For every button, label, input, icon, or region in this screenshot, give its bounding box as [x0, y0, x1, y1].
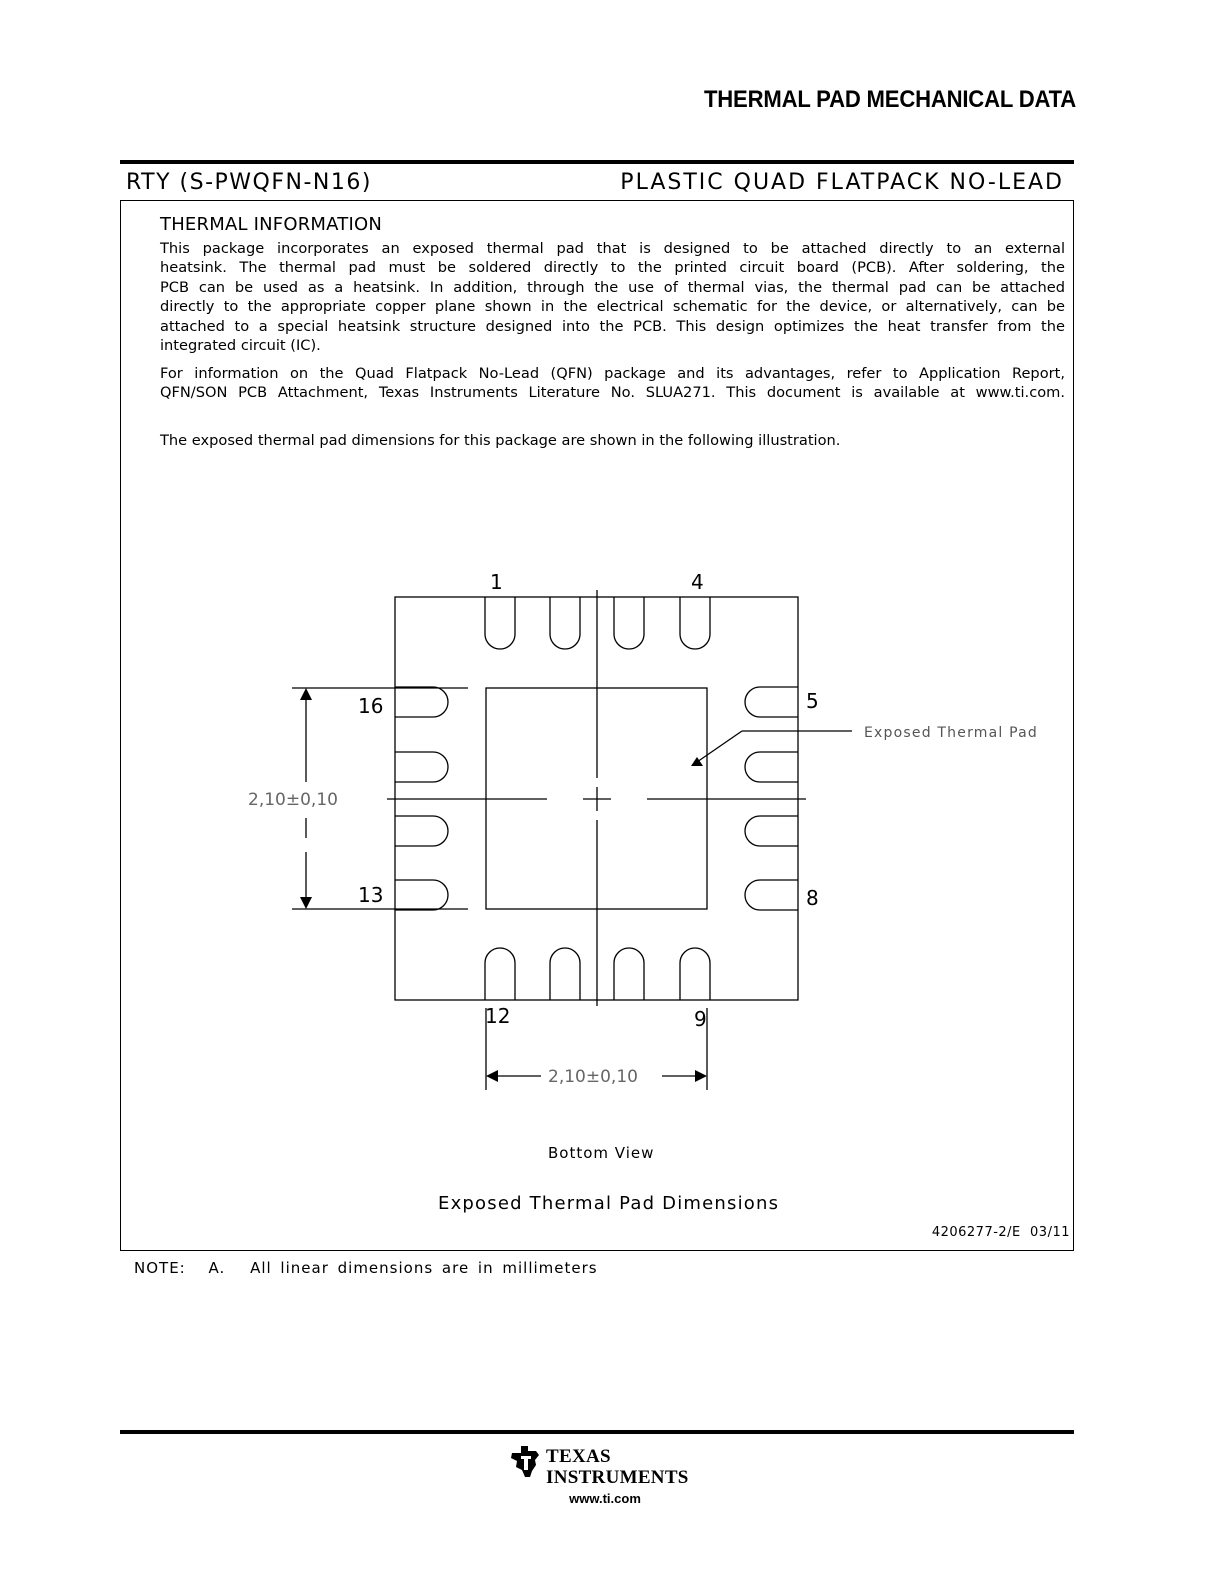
page-title: THERMAL PAD MECHANICAL DATA	[703, 86, 1076, 113]
paragraph-line: QFN/SON PCB Attachment, Texas Instruments Literature No. SLUA271. This document is available at www.ti.com.	[160, 384, 1065, 402]
paragraph-line: heatsink. The thermal pad must be soldered directly to the printed circuit board (PCB). After soldering, the	[160, 259, 1065, 277]
note-item: A.	[208, 1259, 226, 1277]
paragraph-line: PCB can be used as a heatsink. In addition, through the use of thermal vias, the thermal pad can be attached	[160, 278, 1065, 296]
paragraph-line: integrated circuit (IC).	[160, 337, 321, 355]
ti-logo-icon	[508, 1443, 544, 1479]
dimension-arrow	[486, 1070, 498, 1082]
pin-label-12: 12	[485, 1004, 511, 1028]
figure-caption: Exposed Thermal Pad Dimensions	[438, 1193, 780, 1214]
pin-label-16: 16	[358, 694, 384, 718]
pin-label-13: 13	[358, 883, 384, 907]
dimension-arrow	[695, 1070, 707, 1082]
pin-label-4: 4	[691, 570, 704, 594]
paragraph-line: For information on the Quad Flatpack No-Lead (QFN) package and its advantages, refer to Application Report,	[160, 365, 1065, 382]
company-name-line-2: INSTRUMENTS	[546, 1467, 689, 1488]
centerlines	[387, 590, 806, 1006]
note	[134, 1259, 598, 1277]
pin-label-9: 9	[694, 1007, 707, 1031]
package-type: PLASTIC QUAD FLATPACK NO-LEAD	[620, 170, 1064, 195]
document-id: 4206277-2/E 03/11	[931, 1225, 1070, 1240]
callout-leader	[697, 731, 742, 762]
company-name-line-1: TEXAS	[546, 1446, 611, 1467]
package-code: RTY (S-PWQFN-N16)	[126, 170, 372, 195]
bottom-rule	[120, 1430, 1074, 1434]
pin-label-1: 1	[490, 570, 503, 594]
paragraph-line: This package incorporates an exposed thermal pad that is designed to be attached directly to an external	[160, 240, 1065, 257]
horizontal-dimension-label: 2,10±0,10	[548, 1067, 638, 1087]
vertical-dimension-label: 2,10±0,10	[248, 790, 338, 810]
thermal-info-paragraph-3: The exposed thermal pad dimensions for this package are shown in the following illustration.	[160, 432, 841, 449]
section-title: THERMAL INFORMATION	[160, 214, 382, 235]
pin-label-5: 5	[806, 689, 819, 713]
paragraph-line: attached to a special heatsink structure designed into the PCB. This design optimizes the heat transfer from the	[160, 317, 1065, 335]
dimension-arrow	[300, 897, 312, 909]
paragraph-line: directly to the appropriate copper plane shown in the electrical schematic for the device, or alternatively, can be	[160, 298, 1065, 316]
dimension-arrow	[300, 688, 312, 700]
note-text: All linear dimensions are in millimeters	[250, 1259, 598, 1277]
company-url[interactable]: www.ti.com	[569, 1491, 641, 1506]
view-label: Bottom View	[548, 1144, 655, 1162]
pin-label-8: 8	[806, 886, 819, 910]
pad-callout-label: Exposed Thermal Pad	[864, 725, 1039, 741]
note-prefix: NOTE:	[134, 1259, 186, 1277]
